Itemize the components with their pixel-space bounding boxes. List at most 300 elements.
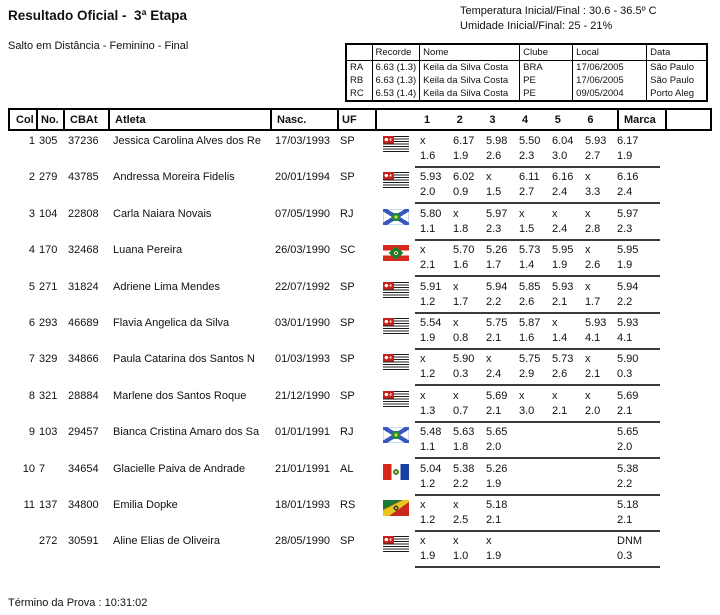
- cell-attempt-wind: [580, 514, 613, 527]
- cell-position: 2: [28, 171, 35, 184]
- cell-athlete-name: Jessica Carolina Alves dos Re: [113, 135, 261, 147]
- cell-attempt-wind: 3.0: [519, 404, 535, 417]
- cell-empty: [108, 332, 270, 345]
- cell-empty: [270, 550, 337, 563]
- cell-best-mark: 5.18: [617, 498, 639, 511]
- cell-attempt-distance: 5.73: [519, 244, 541, 257]
- cell-athlete-name: Marlene dos Santos Roque: [113, 389, 247, 402]
- cell-attempt-wind: 3.0: [552, 150, 568, 162]
- cell-attempt-distance: x: [420, 135, 426, 147]
- records-cell: Keila da Silva Costa: [420, 61, 520, 75]
- result-row-wind-line: [8, 514, 712, 527]
- result-row-wind-line: [8, 296, 712, 309]
- cell-attempt-distance: x: [585, 244, 591, 257]
- cell-empty: [383, 332, 415, 345]
- cell-empty: [270, 405, 337, 418]
- cell-birthdate: 21/01/1991: [275, 462, 331, 475]
- cell-best-mark: 5.90: [617, 353, 639, 366]
- cell-attempt-wind: 1.9: [420, 550, 436, 563]
- result-row: [8, 279, 712, 315]
- cell-attempt-distance: 5.04: [420, 462, 442, 475]
- cell-athlete-name: Emilia Dopke: [113, 498, 178, 511]
- cell-bib-number: 170: [39, 244, 58, 257]
- cell-attempt-distance: 5.94: [486, 280, 508, 293]
- cell-bib-number: 321: [39, 389, 58, 402]
- cell-attempt-wind: [514, 478, 547, 491]
- result-row-wind-line: [8, 550, 712, 563]
- result-row-wind-line: [8, 368, 712, 381]
- records-cell: BRA: [520, 61, 573, 75]
- cell-athlete-name: Adriene Lima Mendes: [113, 280, 221, 293]
- cell-attempt-distance: 5.70: [453, 244, 475, 257]
- cell-empty: [36, 478, 63, 491]
- cell-empty: [270, 150, 337, 163]
- cell-best-mark: 6.16: [617, 171, 639, 184]
- cell-athlete-name: Paula Catarina dos Santos N: [113, 353, 255, 366]
- cell-state: RS: [340, 498, 356, 511]
- cell-state: RJ: [340, 426, 354, 439]
- cell-attempt-wind: [547, 550, 580, 563]
- cell-attempt-distance: x: [552, 207, 558, 220]
- cell-empty: [63, 550, 108, 563]
- cell-position: 4: [28, 244, 35, 257]
- cell-empty: [36, 150, 63, 163]
- cell-empty: [383, 186, 415, 199]
- cell-attempt-wind: 1.4: [519, 259, 535, 272]
- records-col-header: Clube: [520, 44, 573, 61]
- cell-attempt-distance: 6.16: [552, 171, 574, 184]
- cell-athlete-name: Andressa Moreira Fidelis: [113, 171, 235, 184]
- cell-best-mark-wind: 2.3: [617, 222, 633, 235]
- cell-best-mark-wind: 2.2: [617, 295, 633, 308]
- cell-best-mark-wind: 1.9: [617, 150, 633, 162]
- cell-empty: [8, 296, 36, 309]
- records-cell: PE: [520, 87, 573, 101]
- cell-attempt-wind: 1.9: [486, 477, 502, 490]
- cell-empty: [108, 186, 270, 199]
- cell-empty: [8, 405, 36, 418]
- cell-attempt-distance: 5.26: [486, 244, 508, 257]
- cell-empty: [383, 405, 415, 418]
- cell-state: AL: [340, 462, 354, 475]
- cell-attempt-wind: 1.2: [420, 295, 436, 308]
- cell-empty: [63, 296, 108, 309]
- cell-attempt-distance: 5.95: [552, 244, 574, 257]
- cell-attempt-wind: 1.2: [420, 368, 436, 381]
- cell-empty: [108, 368, 270, 381]
- cell-attempt-wind: 2.9: [519, 368, 535, 381]
- cell-attempt-wind: 2.0: [486, 441, 502, 454]
- cell-attempt-wind: 1.9: [420, 331, 436, 344]
- header-no: No.: [38, 110, 65, 129]
- cell-attempt-wind: 4.1: [585, 331, 601, 344]
- cell-state: SP: [340, 353, 355, 366]
- cell-attempt-distance: 5.69: [486, 389, 508, 402]
- cell-attempt-distance: 5.50: [519, 135, 541, 147]
- cell-athlete-name: Luana Pereira: [113, 244, 183, 257]
- cell-best-mark: DNM: [617, 535, 643, 548]
- cell-attempt-wind: 2.3: [486, 222, 502, 235]
- records-header-row: [346, 44, 707, 61]
- cell-birthdate: 18/01/1993: [275, 498, 331, 511]
- cell-empty: [383, 368, 415, 381]
- cell-empty: [337, 478, 383, 491]
- cell-state: SP: [340, 389, 355, 402]
- cell-attempt-wind: 0.3: [453, 368, 469, 381]
- cell-bib-number: 137: [39, 498, 58, 511]
- cell-bib-number: 329: [39, 353, 58, 366]
- cell-birthdate: 21/12/1990: [275, 389, 331, 402]
- cell-empty: [8, 478, 36, 491]
- cell-attempt-wind: 2.3: [519, 150, 535, 162]
- cell-best-mark: 5.38: [617, 462, 639, 475]
- result-row: [8, 133, 712, 169]
- result-row: [8, 242, 712, 278]
- cell-state: SP: [340, 135, 355, 147]
- cell-attempt-wind: 1.7: [486, 259, 502, 272]
- cell-birthdate: 28/05/1990: [275, 535, 331, 548]
- cell-empty: [8, 186, 36, 199]
- cell-best-mark-wind: 2.2: [617, 477, 633, 490]
- records-cell: RA: [346, 61, 372, 75]
- header-cbat: CBAt: [65, 110, 110, 129]
- end-time: Término da Prova : 10:31:02: [8, 597, 148, 609]
- cell-attempt-distance: 5.85: [519, 280, 541, 293]
- cell-position: 9: [28, 426, 35, 439]
- cell-bib-number: 104: [39, 207, 58, 220]
- cell-state: SC: [340, 244, 356, 257]
- cell-state: SP: [340, 535, 355, 548]
- cell-best-mark-wind: 0.3: [617, 368, 633, 381]
- cell-attempt-wind: 2.4: [486, 368, 502, 381]
- cell-attempt-wind: [547, 441, 580, 454]
- header-attempt-number: 4: [522, 113, 529, 126]
- environment-info: [460, 4, 657, 34]
- cell-attempt-wind: 2.4: [552, 222, 568, 235]
- cell-cbat-id: 32468: [68, 244, 99, 257]
- cell-empty: [270, 478, 337, 491]
- cell-position: 10: [22, 462, 35, 475]
- cell-empty: [63, 223, 108, 236]
- cell-attempt-distance: 5.63: [453, 426, 475, 439]
- cell-empty: [8, 150, 36, 163]
- cell-attempt-wind: 1.8: [453, 441, 469, 454]
- records-cell: São Paulo: [647, 61, 707, 75]
- cell-attempt-wind: 1.7: [585, 295, 601, 308]
- cell-attempt-wind: 0.8: [453, 331, 469, 344]
- cell-attempt-distance: 5.48: [420, 426, 442, 439]
- result-row-wind-line: [8, 150, 712, 163]
- cell-bib-number: 7: [39, 462, 46, 475]
- records-row: [346, 87, 707, 101]
- cell-empty: [383, 478, 415, 491]
- cell-empty: [108, 296, 270, 309]
- cell-attempt-distance: x: [585, 207, 591, 220]
- cell-attempt-wind: 1.4: [552, 331, 568, 344]
- cell-athlete-name: Flavia Angelica da Silva: [113, 316, 230, 329]
- cell-position: 8: [28, 389, 35, 402]
- cell-best-mark-wind: 0.3: [617, 550, 633, 563]
- header-attempt-number: 2: [456, 113, 463, 126]
- event-subtitle: Salto em Distância - Feminino - Final: [8, 40, 189, 52]
- cell-empty: [383, 150, 415, 163]
- result-row: [8, 533, 712, 569]
- cell-cbat-id: 34866: [68, 353, 99, 366]
- cell-position: 3: [28, 207, 35, 220]
- cell-empty: [63, 441, 108, 454]
- cell-empty: [63, 150, 108, 163]
- result-row: [8, 388, 712, 424]
- cell-attempt-distance: 6.02: [453, 171, 475, 184]
- records-row: [346, 74, 707, 87]
- cell-cbat-id: 30591: [68, 535, 99, 548]
- result-row: [8, 206, 712, 242]
- cell-attempt-wind: 1.9: [552, 259, 568, 272]
- cell-empty: [383, 259, 415, 272]
- cell-attempt-distance: 6.11: [519, 171, 540, 184]
- cell-state: SP: [340, 171, 355, 184]
- cell-attempt-distance: 5.18: [486, 498, 508, 511]
- header-col: Col: [10, 110, 38, 129]
- cell-attempt-distance: x: [552, 316, 558, 329]
- cell-attempt-distance: 5.93: [585, 316, 607, 329]
- cell-empty: [36, 296, 63, 309]
- cell-attempt-distance: x: [585, 353, 591, 366]
- cell-empty: [337, 332, 383, 345]
- records-cell: São Paulo: [647, 74, 707, 87]
- cell-empty: [8, 550, 36, 563]
- cell-attempt-wind: [514, 441, 547, 454]
- cell-attempt-distance: 5.75: [486, 316, 508, 329]
- header-marca: Marca: [619, 110, 667, 129]
- cell-empty: [383, 441, 415, 454]
- cell-empty: [63, 514, 108, 527]
- cell-best-mark: 5.69: [617, 389, 639, 402]
- records-cell: 6.63 (1.3): [372, 74, 420, 87]
- cell-attempt-distance: 5.73: [552, 353, 574, 366]
- cell-attempt-distance: x: [486, 171, 492, 184]
- cell-attempt-distance: x: [453, 498, 459, 511]
- cell-attempt-distance: 5.75: [519, 353, 541, 366]
- cell-empty: [8, 223, 36, 236]
- cell-best-mark-wind: 2.1: [617, 404, 633, 417]
- cell-cbat-id: 43785: [68, 171, 99, 184]
- cell-attempt-distance: 5.38: [453, 462, 475, 475]
- cell-attempt-wind: 2.0: [420, 186, 436, 199]
- cell-attempt-distance: 5.87: [519, 316, 541, 329]
- cell-empty: [8, 259, 36, 272]
- cell-bib-number: 279: [39, 171, 58, 184]
- cell-attempt-distance: 5.90: [453, 353, 475, 366]
- cell-empty: [63, 332, 108, 345]
- cell-empty: [108, 259, 270, 272]
- cell-birthdate: 01/03/1993: [275, 353, 331, 366]
- results-rows: [8, 133, 712, 570]
- records-table: [345, 43, 708, 102]
- cell-attempt-wind: 3.3: [585, 186, 601, 199]
- cell-attempt-distance: 5.26: [486, 462, 508, 475]
- cell-attempt-distance: x: [519, 389, 525, 402]
- records-col-header: [346, 44, 372, 61]
- cell-attempt-distance: 6.17: [453, 135, 475, 147]
- cell-empty: [108, 405, 270, 418]
- header-atleta: Atleta: [110, 110, 272, 129]
- cell-attempt-distance: x: [519, 207, 525, 220]
- cell-cbat-id: 34800: [68, 498, 99, 511]
- result-row: [8, 351, 712, 387]
- cell-cbat-id: 46689: [68, 316, 99, 329]
- cell-attempt-distance: x: [585, 280, 591, 293]
- header-uf: UF: [339, 110, 377, 129]
- cell-attempt-wind: 2.6: [585, 259, 601, 272]
- cell-attempt-wind: 1.8: [453, 222, 469, 235]
- cell-best-mark: 5.95: [617, 244, 639, 257]
- cell-empty: [36, 550, 63, 563]
- cell-empty: [270, 332, 337, 345]
- cell-attempt-wind: 0.9: [453, 186, 469, 199]
- cell-best-mark: 6.17: [617, 135, 639, 147]
- cell-empty: [36, 186, 63, 199]
- cell-empty: [337, 441, 383, 454]
- cell-attempt-distance: 6.04: [552, 135, 574, 147]
- cell-attempt-wind: 1.3: [420, 404, 436, 417]
- records-cell: 17/06/2005: [573, 74, 647, 87]
- cell-bib-number: 293: [39, 316, 58, 329]
- cell-attempt-distance: x: [453, 207, 459, 220]
- cell-empty: [8, 332, 36, 345]
- cell-empty: [337, 405, 383, 418]
- cell-bib-number: 305: [39, 135, 58, 147]
- cell-attempt-wind: 1.6: [420, 150, 436, 162]
- cell-best-mark-wind: 4.1: [617, 331, 633, 344]
- cell-athlete-name: Aline Elias de Oliveira: [113, 535, 220, 548]
- cell-attempt-distance: x: [453, 535, 459, 548]
- cell-attempt-distance: 5.65: [486, 426, 508, 439]
- cell-empty: [337, 550, 383, 563]
- cell-empty: [270, 441, 337, 454]
- cell-birthdate: 17/03/1993: [275, 135, 331, 147]
- cell-best-mark: 5.97: [617, 207, 639, 220]
- header-attempts: [377, 110, 619, 129]
- records-cell: RC: [346, 87, 372, 101]
- cell-attempt-wind: 2.4: [552, 186, 568, 199]
- cell-birthdate: 07/05/1990: [275, 207, 331, 220]
- cell-attempt-distance: x: [453, 280, 459, 293]
- cell-empty: [383, 223, 415, 236]
- cell-attempt-wind: [547, 478, 580, 491]
- cell-birthdate: 01/01/1991: [275, 426, 331, 439]
- cell-empty: [337, 296, 383, 309]
- cell-attempt-wind: 0.7: [453, 404, 469, 417]
- cell-empty: [8, 441, 36, 454]
- cell-empty: [8, 514, 36, 527]
- cell-empty: [383, 550, 415, 563]
- cell-attempt-wind: 2.0: [585, 404, 601, 417]
- cell-attempt-distance: x: [486, 353, 492, 366]
- header-attempt-number: 6: [587, 113, 594, 126]
- result-row-wind-line: [8, 478, 712, 491]
- cell-empty: [337, 259, 383, 272]
- cell-position: 11: [23, 498, 35, 511]
- cell-attempt-wind: 1.6: [519, 331, 535, 344]
- cell-empty: [337, 223, 383, 236]
- records-cell: RB: [346, 74, 372, 87]
- cell-attempt-distance: 5.97: [486, 207, 508, 220]
- cell-attempt-wind: 2.2: [453, 477, 469, 490]
- cell-best-mark-wind: 2.4: [617, 186, 633, 199]
- header-nasc: Nasc.: [272, 110, 339, 129]
- records-col-header: Recorde: [372, 44, 420, 61]
- result-row-wind-line: [8, 441, 712, 454]
- cell-attempt-distance: x: [420, 244, 426, 257]
- result-row: [8, 497, 712, 533]
- cell-empty: [337, 368, 383, 381]
- records-row: [346, 61, 707, 75]
- cell-best-mark: 5.94: [617, 280, 639, 293]
- page-title: Resultado Oficial - 3ª Etapa: [8, 8, 188, 23]
- cell-birthdate: 20/01/1994: [275, 171, 331, 184]
- cell-attempt-wind: 1.1: [420, 222, 436, 235]
- cell-attempt-wind: 1.6: [453, 259, 469, 272]
- cell-attempt-wind: 2.1: [486, 404, 502, 417]
- cell-attempt-wind: 2.8: [585, 222, 601, 235]
- cell-attempt-wind: 1.5: [486, 186, 502, 199]
- cell-attempt-distance: x: [420, 389, 426, 402]
- cell-empty: [270, 259, 337, 272]
- records-col-header: Local: [573, 44, 647, 61]
- cell-attempt-wind: 1.9: [453, 150, 469, 162]
- records-cell: 09/05/2004: [573, 87, 647, 101]
- cell-attempt-wind: [514, 514, 547, 527]
- cell-attempt-wind: 1.5: [519, 222, 535, 235]
- cell-attempt-wind: 1.0: [453, 550, 469, 563]
- cell-empty: [108, 441, 270, 454]
- cell-attempt-distance: 5.98: [486, 135, 508, 147]
- cell-birthdate: 22/07/1992: [275, 280, 331, 293]
- cell-empty: [36, 259, 63, 272]
- records-cell: Keila da Silva Costa: [420, 87, 520, 101]
- result-row-wind-line: [8, 332, 712, 345]
- cell-empty: [63, 368, 108, 381]
- cell-empty: [383, 296, 415, 309]
- cell-athlete-name: Carla Naiara Novais: [113, 207, 212, 220]
- cell-empty: [337, 186, 383, 199]
- cell-empty: [108, 514, 270, 527]
- cell-attempt-wind: 2.6: [486, 150, 502, 162]
- cell-empty: [337, 514, 383, 527]
- cell-cbat-id: 22808: [68, 207, 99, 220]
- cell-attempt-wind: 2.7: [519, 186, 535, 199]
- cell-empty: [63, 186, 108, 199]
- results-table-header: [8, 108, 712, 131]
- temperature-line: Temperatura Inicial/Final : 30.6 - 36.5º C: [460, 5, 657, 17]
- cell-birthdate: 03/01/1990: [275, 316, 331, 329]
- cell-attempt-wind: 2.1: [552, 404, 568, 417]
- cell-attempt-wind: 2.1: [585, 368, 601, 381]
- records-cell: Keila da Silva Costa: [420, 74, 520, 87]
- cell-empty: [108, 550, 270, 563]
- cell-attempt-distance: 5.54: [420, 316, 442, 329]
- cell-attempt-distance: x: [552, 389, 558, 402]
- cell-cbat-id: 37236: [68, 135, 99, 147]
- result-row: [8, 424, 712, 460]
- cell-attempt-wind: 2.6: [519, 295, 535, 308]
- cell-attempt-wind: [514, 550, 547, 563]
- cell-empty: [270, 368, 337, 381]
- cell-attempt-distance: 5.91: [420, 280, 442, 293]
- records-cell: PE: [520, 74, 573, 87]
- cell-bib-number: 271: [39, 280, 58, 293]
